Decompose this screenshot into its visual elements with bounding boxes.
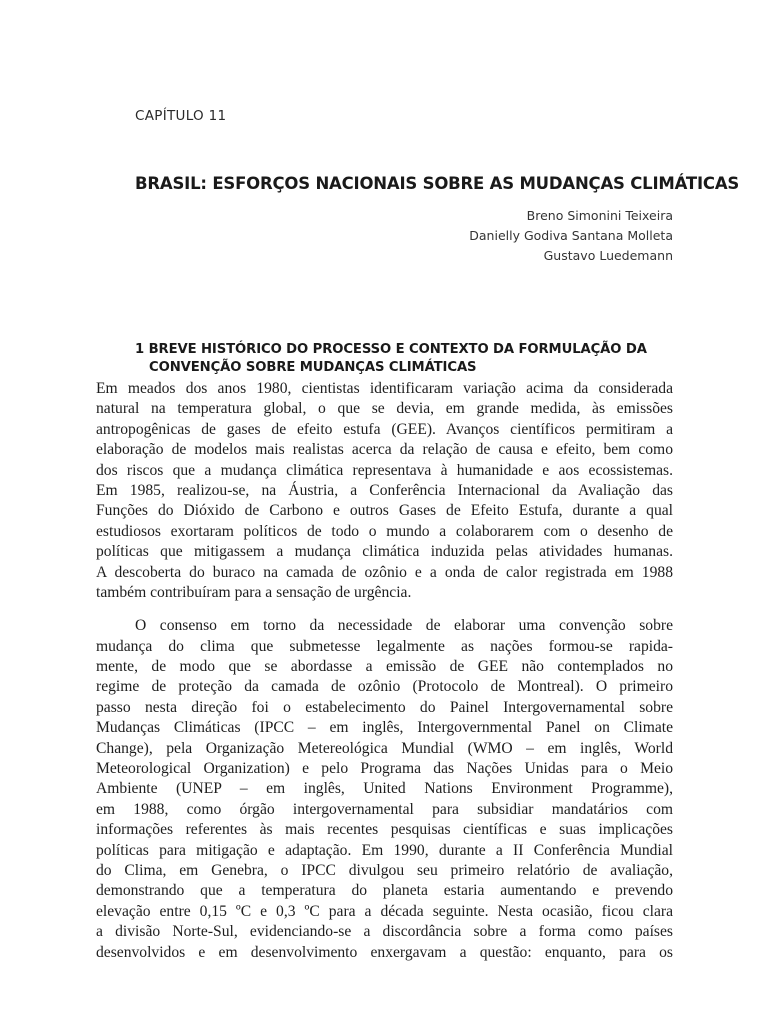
- text-line: também contribuíram para a sensação de urgência.: [96, 583, 412, 601]
- author-list: [469, 206, 673, 266]
- text-line: em 1988, como órgão intergovernamental para subsidiar mandatários com: [96, 800, 673, 818]
- text-line: a divisão Norte-Sul, evidenciando-se a discordância sobre a forma como países: [96, 923, 673, 941]
- text-line: mudança do clima que submetesse legalmente as nações formou-se rapida-: [96, 637, 673, 655]
- text-line: Funções do Dióxido de Carbono e outros Gases de Efeito Estufa, durante a qual: [96, 502, 673, 520]
- text-line: políticas que mitigassem a mudança climática induzida pelas atividades humanas.: [96, 543, 673, 561]
- text-line: passo nesta direção foi o estabelecimento do Painel Intergovernamental sobre: [96, 698, 673, 716]
- author-name: Danielly Godiva Santana Molleta: [469, 228, 673, 243]
- text-line: informações referentes às mais recentes pesquisas científicas e suas implicações: [96, 821, 673, 839]
- author-name: Gustavo Luedemann: [543, 248, 673, 263]
- paragraph-1: [96, 379, 673, 603]
- text-line: elaboração de modelos mais realistas acerca da relação de causa e efeito, bem como: [96, 441, 673, 459]
- text-line: demonstrando que a temperatura do planeta estaria aumentando e prevendo: [96, 882, 673, 900]
- text-line: desenvolvidos e em desenvolvimento enxergavam a questão: enquanto, para os: [96, 943, 673, 961]
- author-name: Breno Simonini Teixeira: [526, 208, 673, 223]
- text-line: estudiosos exortaram políticos de todo o mundo a colaborarem com o desenho de: [96, 522, 673, 540]
- text-line: O consenso em torno da necessidade de elaborar uma convenção sobre: [135, 617, 673, 635]
- text-line: políticas para mitigação e adaptação. Em 1990, durante a II Conferência Mundial: [96, 841, 673, 859]
- text-line: mente, de modo que se abordasse a emissão de GEE não contemplados no: [96, 658, 673, 676]
- text-line: Mudanças Climáticas (IPCC – em inglês, Intergovernmental Panel on Climate: [96, 719, 673, 737]
- text-line: natural na temperatura global, o que se devia, em grande medida, às emissões: [96, 400, 673, 418]
- section-heading: [135, 341, 675, 377]
- text-line: A descoberta do buraco na camada de ozônio e a onda de calor registrada em 1988: [96, 563, 673, 581]
- section-heading-line: 1 BREVE HISTÓRICO DO PROCESSO E CONTEXTO DA FORMULAÇÃO DA: [135, 342, 647, 357]
- chapter-title: BRASIL: ESFORÇOS NACIONAIS SOBRE AS MUDANÇAS CLIMÁTICAS: [135, 174, 740, 193]
- text-line: Change), pela Organização Metereológica Mundial (WMO – em inglês, World: [96, 739, 673, 757]
- text-line: Meteorological Organization) e pelo Programa das Nações Unidas para o Meio: [96, 760, 673, 778]
- text-line: Em meados dos anos 1980, cientistas identificaram variação acima da considerada: [96, 380, 673, 397]
- chapter-label: CAPÍTULO 11: [135, 108, 227, 124]
- body-text: [96, 379, 673, 963]
- paragraph-2: [96, 616, 673, 963]
- text-line: do Clima, em Genebra, o IPCC divulgou seu primeiro relatório de avaliação,: [96, 861, 673, 879]
- text-line: Ambiente (UNEP – em inglês, United Nations Environment Programme),: [96, 780, 673, 798]
- text-line: Em 1985, realizou-se, na Áustria, a Conferência Internacional da Avaliação das: [96, 481, 673, 499]
- text-line: regime de proteção da camada de ozônio (Protocolo de Montreal). O primeiro: [96, 678, 673, 696]
- text-line: antropogênicas de gases de efeito estufa (GEE). Avanços científicos permitiram a: [96, 420, 673, 438]
- text-line: dos riscos que a mudança climática representava à humanidade e aos ecossistemas.: [96, 461, 673, 479]
- text-line: elevação entre 0,15 ºC e 0,3 ºC para a década seguinte. Nesta ocasião, ficou clara: [96, 902, 673, 920]
- section-heading-line: CONVENÇÃO SOBRE MUDANÇAS CLIMÁTICAS: [149, 360, 477, 375]
